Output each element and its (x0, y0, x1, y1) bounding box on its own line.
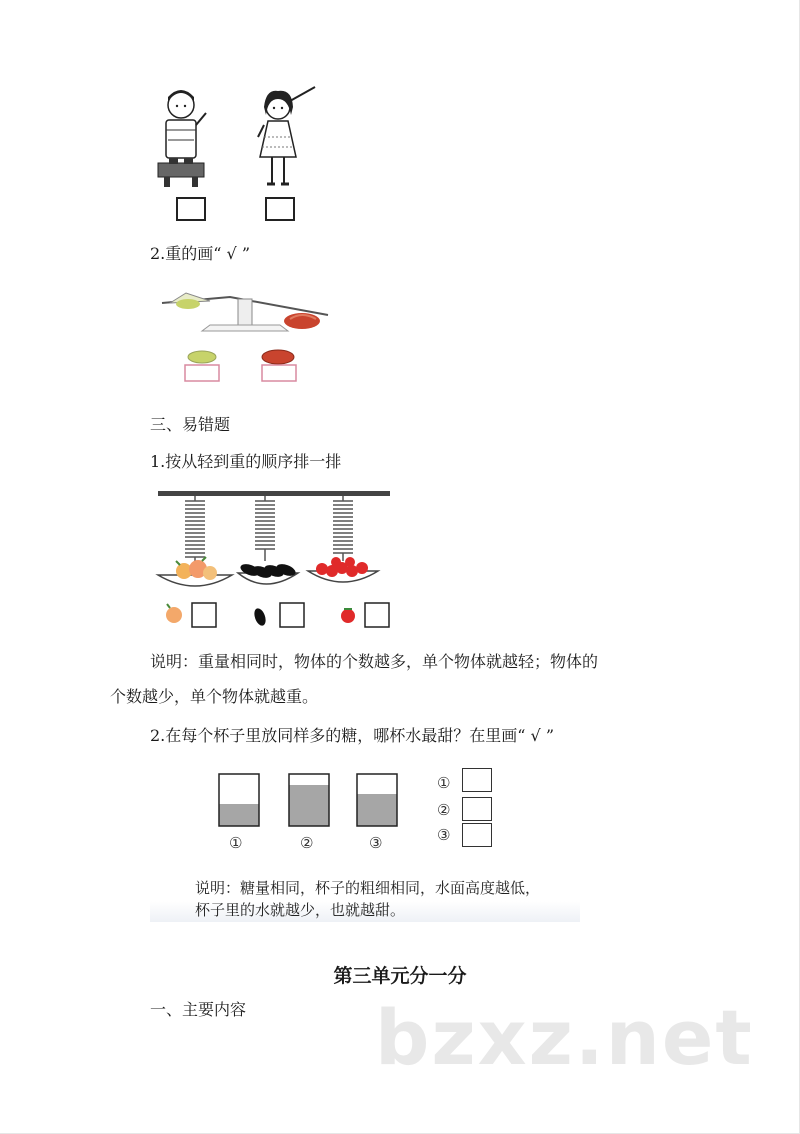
explanation-2-line-2: 杯子里的水就越少，也就越甜。 (195, 901, 406, 919)
explanation-1-line-2: 个数越少，单个物体就越重。 (110, 687, 319, 706)
section-3-title: 三、易错题 (150, 415, 231, 434)
cup-2 (289, 774, 329, 826)
answer-box-2[interactable] (462, 797, 492, 821)
answer-label-1: ① (437, 774, 451, 792)
answer-box-girl (266, 198, 294, 220)
explanation-2-line-1: 说明：糖量相同，杯子的粗细相同，水面高度越低， (195, 879, 541, 897)
section-1-title: 一、主要内容 (150, 1000, 247, 1019)
answer-label-3: ③ (437, 826, 451, 844)
answer-box-eggplant (280, 603, 304, 627)
answer-box-light-item (185, 365, 219, 381)
cup-label-2: ② (300, 834, 314, 852)
answer-label-2: ② (437, 801, 451, 819)
watermark: bzxz.net (375, 993, 754, 1082)
cup-2-water (289, 785, 329, 826)
unit-3-title: 第三单元分一分 (333, 965, 467, 987)
figure-balance (150, 285, 335, 395)
figure-children (150, 85, 320, 230)
single-eggplant-icon (252, 607, 268, 627)
answer-box-1[interactable] (462, 768, 492, 792)
cup-3-water (357, 794, 397, 826)
question-2-label: 2.重的画“ √ ” (150, 244, 250, 263)
answer-box-boy (177, 198, 205, 220)
cup-label-1: ① (229, 834, 243, 852)
question-3-2-title: 2.在每个杯子里放同样多的糖，哪杯水最甜？在里画“ √ ” (150, 726, 554, 745)
figure-spring-scales (150, 485, 390, 635)
single-strawberry-icon (341, 609, 355, 623)
single-peach-icon (166, 604, 182, 623)
cup-label-3: ③ (369, 834, 383, 852)
boy-on-scale-figure (158, 90, 206, 187)
answer-box-3[interactable] (462, 823, 492, 847)
answer-box-peach (192, 603, 216, 627)
question-3-1-title: 1.按从轻到重的顺序排一排 (150, 452, 342, 471)
answer-box-strawberry (365, 603, 389, 627)
cup-3 (357, 774, 397, 826)
peaches-icon (176, 557, 217, 580)
answer-box-heavy-item (262, 365, 296, 381)
explanation-1-line-1: 说明：重量相同时，物体的个数越多，单个物体就越轻；物体的 (150, 652, 599, 671)
girl-figure (258, 87, 315, 184)
cup-1 (219, 774, 259, 826)
cup-1-water (219, 804, 259, 826)
